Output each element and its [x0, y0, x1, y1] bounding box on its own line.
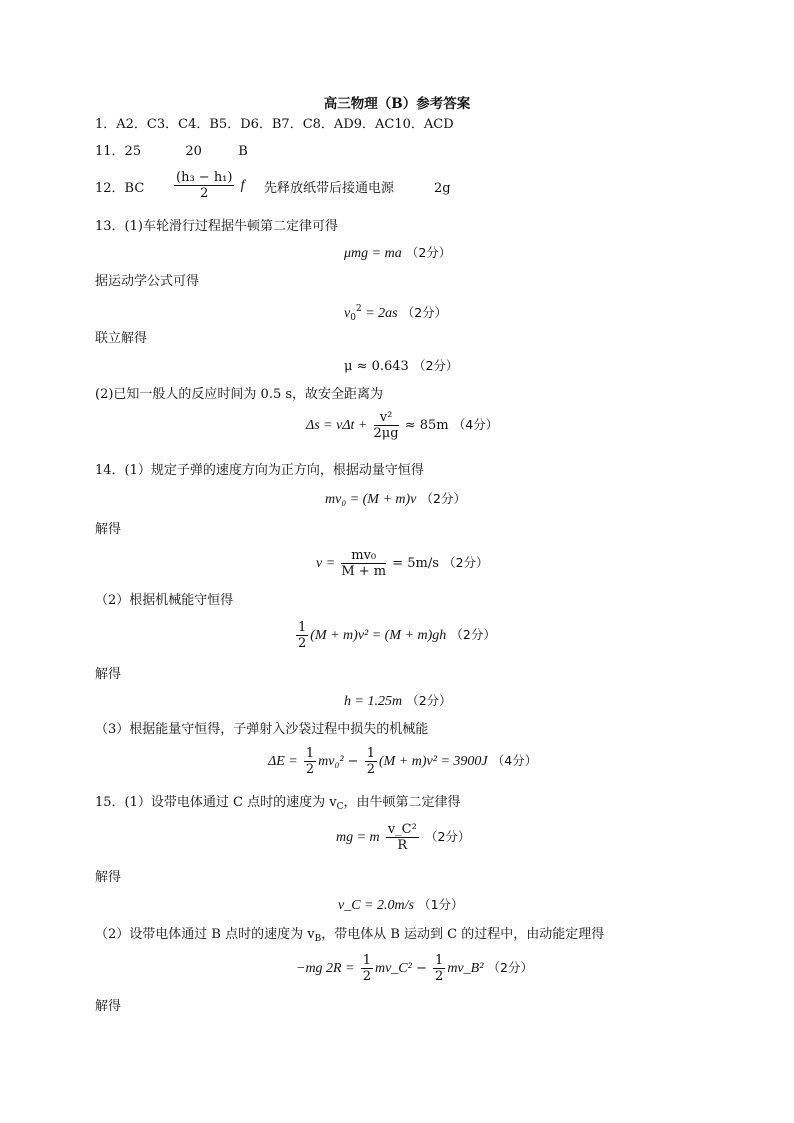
- q15-eq1-frac: [386, 822, 419, 853]
- q15-eq3-lhs: −mg 2R =: [296, 961, 355, 976]
- q14-eq5-half-a-den: 2: [305, 762, 315, 777]
- q14-eq4-expr: h = 1.25m: [344, 694, 403, 709]
- q14-eq5-half-b-den: 2: [366, 762, 375, 777]
- q15-eq2: [338, 896, 464, 915]
- answers-1-10: 1．A2．C3．C4．B5．D6．B7．C8．AD9．AC10．ACD: [95, 117, 454, 132]
- q15-solve2: 解得: [95, 999, 122, 1014]
- q14-eq5-term1: mv₀²: [318, 754, 344, 769]
- q14-eq2-frac: [341, 548, 386, 579]
- q14-score4: （2分）: [406, 693, 452, 708]
- q14-eq3-half: [296, 620, 308, 651]
- answer-12-num: 12．BC: [95, 181, 145, 196]
- q14-part3: （3）根据能量守恒得，子弹射入沙袋过程中损失的机械能: [95, 722, 429, 737]
- q14-intro: 14．(1）规定子弹的速度方向为正方向，根据动量守恒得: [95, 463, 424, 478]
- q13-eq2-sup: 2: [355, 304, 362, 314]
- q15-eq3-half-a-num: 1: [362, 953, 371, 968]
- q13-kinematics: 据运动学公式可得: [95, 274, 200, 289]
- q13-score1: （2分）: [405, 245, 452, 260]
- q14-solve1: 解得: [95, 522, 122, 537]
- q15-eq1-lhs: mg = m: [336, 830, 380, 845]
- q14-eq3-body: (M + m)v² = (M + m)gh: [310, 628, 447, 643]
- q15-part2-sub: B: [314, 934, 322, 944]
- q14-eq1: [325, 490, 466, 509]
- q13-score2: （2分）: [401, 305, 448, 320]
- q14-solve2: 解得: [95, 667, 122, 682]
- q13-eq3-expr: μ ≈ 0.643: [344, 359, 409, 374]
- answer-11: [95, 143, 248, 161]
- answer-12-frac-den: 2: [200, 186, 209, 201]
- q14-score1: （2分）: [420, 491, 466, 506]
- answer-12-fraction: [174, 170, 234, 201]
- q13-eq4-frac: [374, 410, 399, 441]
- q13-eq4-den: 2μg: [373, 426, 399, 441]
- q14-eq5-lhs: ΔE =: [268, 754, 298, 769]
- q15-eq3-half-a: [361, 953, 373, 984]
- answer-12-g: 2g: [434, 181, 451, 196]
- q13-eq2-sub: 0: [350, 313, 356, 323]
- q14-part2: （2）根据机械能守恒得: [95, 593, 234, 608]
- answer-12-formula: [172, 170, 245, 201]
- q13-eq4-num: v²: [374, 410, 399, 426]
- q14-eq5-half-a: [304, 746, 316, 777]
- q14-eq5-term2: (M + m)v² = 3900J: [379, 754, 488, 769]
- answer-11-a: 20: [185, 144, 202, 159]
- q13-eq1-expr: μmg = ma: [344, 246, 402, 261]
- q14-eq2-num: mv₀: [341, 548, 386, 564]
- q14-score5: （4分）: [491, 753, 538, 768]
- q14-score2: （2分）: [443, 555, 489, 570]
- q15-part2: [95, 926, 604, 948]
- q14-eq2-lhs: v =: [316, 556, 336, 571]
- q13-eq1: [344, 244, 451, 263]
- q13-intro: 13．(1)车轮滑行过程据牛顿第二定律可得: [95, 219, 338, 234]
- q15-score2: （1分）: [418, 897, 464, 912]
- answer-11-num: 11．25: [95, 144, 142, 159]
- q15-eq3-half-b: [433, 953, 445, 984]
- q15-eq1: [336, 822, 470, 853]
- q14-eq5-half-b-num: 1: [366, 746, 375, 761]
- q15-eq3: [296, 953, 533, 984]
- q15-intro-sub: C: [336, 802, 344, 812]
- q15-eq3-term2: mv_B²: [447, 961, 484, 976]
- q15-part2-text: （2）设带电体通过 B 点时的速度为 v: [95, 927, 315, 942]
- answer-12-step: 先释放纸带后接通电源: [264, 181, 395, 196]
- q15-eq2-expr: v_C = 2.0m/s: [338, 898, 414, 913]
- q14-eq2: [316, 548, 489, 579]
- q15-eq3-term1: mv_C²: [374, 961, 412, 976]
- q14-eq5: [268, 746, 537, 777]
- q15-eq3-minus: −: [415, 961, 427, 976]
- q13-combine: 联立解得: [95, 331, 148, 346]
- q15-eq3-half-a-den: 2: [362, 969, 371, 984]
- q13-score3: （2分）: [412, 358, 459, 373]
- q14-eq3-half-den: 2: [298, 636, 307, 651]
- answer-12-factor: f: [240, 178, 245, 193]
- q14-eq5-minus: −: [347, 754, 359, 769]
- q13-eq4: [306, 410, 498, 441]
- q14-eq1-expr: mv₀ = (M + m)v: [325, 492, 417, 507]
- q13-eq2-rhs: = 2as: [361, 306, 398, 321]
- q15-eq3-half-b-den: 2: [435, 969, 444, 984]
- q15-solve1: 解得: [95, 870, 122, 885]
- q15-part2-tail: ，带电体从 B 运动到 C 的过程中，由动能定理得: [321, 927, 605, 942]
- q14-eq3: [294, 620, 496, 651]
- q15-intro-tail: ，由牛顿第二定律得: [343, 795, 461, 810]
- q13-eq4-rhs: ≈ 85m: [404, 418, 449, 433]
- q15-intro-text: 15．(1）设带电体通过 C 点时的速度为 v: [95, 795, 337, 810]
- q14-eq5-half-a-num: 1: [305, 746, 315, 761]
- q14-eq3-half-num: 1: [298, 620, 307, 635]
- q15-eq3-half-b-num: 1: [435, 953, 444, 968]
- q13-eq2: [344, 300, 447, 327]
- q13-part2: (2)已知一般人的反应时间为 0.5 s，故安全距离为: [95, 387, 384, 402]
- q13-eq4-lhs: Δs = vΔt +: [306, 418, 368, 433]
- q15-score3: （2分）: [487, 960, 533, 975]
- q14-eq2-rhs: = 5m/s: [392, 556, 439, 571]
- q14-eq5-half-b: [365, 746, 377, 777]
- q15-eq1-num: v_C²: [387, 822, 417, 837]
- page-title: 高三物理（B）参考答案: [323, 96, 471, 112]
- q15-eq1-den: R: [397, 838, 408, 853]
- q14-eq2-den: M + m: [341, 564, 387, 579]
- q13-eq2-v: v: [344, 306, 351, 321]
- answer-11-b: B: [238, 144, 248, 159]
- q14-eq4: [344, 692, 452, 711]
- answer-12-frac-num: (h₃ − h₁): [176, 170, 233, 185]
- q13-eq3: [344, 357, 458, 376]
- q14-score3: （2分）: [450, 627, 496, 642]
- q13-score4: （4分）: [452, 417, 499, 432]
- q15-intro: [95, 794, 460, 816]
- q15-score1: （2分）: [424, 829, 471, 844]
